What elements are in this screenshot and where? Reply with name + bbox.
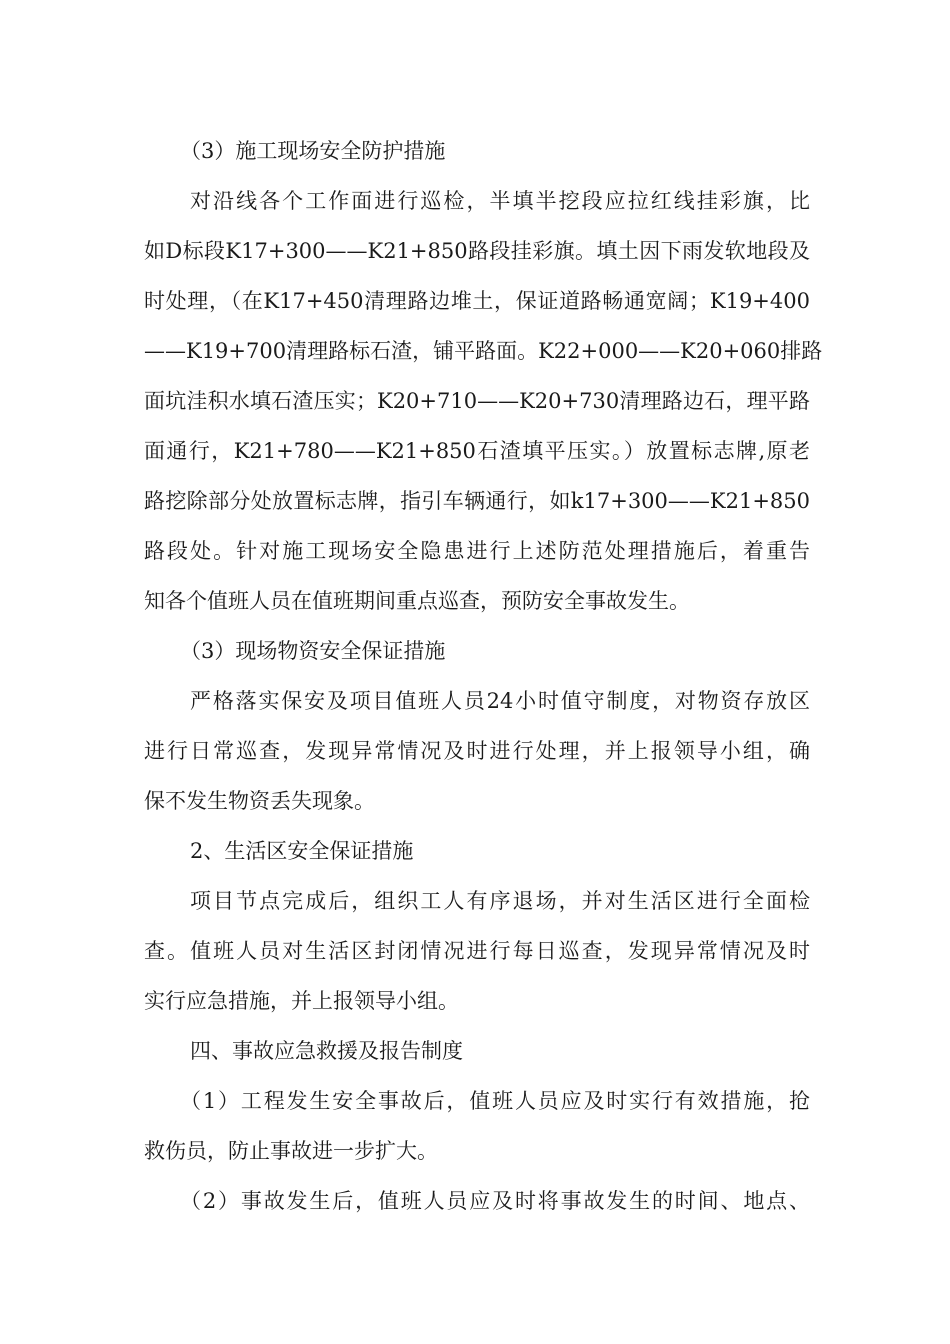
paragraph-line: 进行日常巡查，发现异常情况及时进行处理，并上报领导小组，确 [144, 739, 810, 763]
paragraph-line: 时处理，（在K17+450清理路边堆土，保证道路畅通宽阔；K19+400 [144, 289, 810, 313]
paragraph-line: 救伤员，防止事故进一步扩大。 [144, 1139, 438, 1163]
paragraph-line: 对沿线各个工作面进行巡检，半填半挖段应拉红线挂彩旗，比 [190, 189, 810, 213]
document-body [144, 126, 823, 1226]
paragraph-line: 面通行，K21+780——K21+850石渣填平压实。）放置标志牌,原老 [144, 439, 810, 463]
section-heading: （3）现场物资安全保证措施 [180, 639, 446, 663]
paragraph-line: 面坑洼积水填石渣压实；K20+710——K20+730清理路边石，理平路 [144, 389, 810, 413]
paragraph-line: 严格落实保安及项目值班人员24小时值守制度，对物资存放区 [190, 689, 810, 713]
paragraph-line: （2）事故发生后，值班人员应及时将事故发生的时间、地点、 [180, 1189, 810, 1213]
paragraph-line: 如D标段K17+300——K21+850路段挂彩旗。填土因下雨发软地段及 [144, 239, 810, 263]
paragraph-line: 路段处。针对施工现场安全隐患进行上述防范处理措施后，着重告 [144, 539, 810, 563]
paragraph-line: 知各个值班人员在值班期间重点巡查，预防安全事故发生。 [144, 589, 690, 613]
section-heading: 四、事故应急救援及报告制度 [190, 1039, 463, 1063]
paragraph-line: 查。值班人员对生活区封闭情况进行每日巡查，发现异常情况及时 [144, 939, 810, 963]
paragraph-line: （1）工程发生安全事故后，值班人员应及时实行有效措施，抢 [180, 1089, 810, 1113]
paragraph-line: ——K19+700清理路标石渣，铺平路面。K22+000——K20+060排路 [144, 339, 823, 363]
section-heading: 2、生活区安全保证措施 [190, 839, 414, 863]
paragraph-line: 保不发生物资丢失现象。 [144, 789, 375, 813]
paragraph-line: 实行应急措施，并上报领导小组。 [144, 989, 459, 1013]
paragraph-line: 项目节点完成后，组织工人有序退场，并对生活区进行全面检 [190, 889, 810, 913]
paragraph-line: 路挖除部分处放置标志牌，指引车辆通行，如k17+300——K21+850 [144, 489, 810, 513]
section-heading: （3）施工现场安全防护措施 [180, 139, 446, 163]
